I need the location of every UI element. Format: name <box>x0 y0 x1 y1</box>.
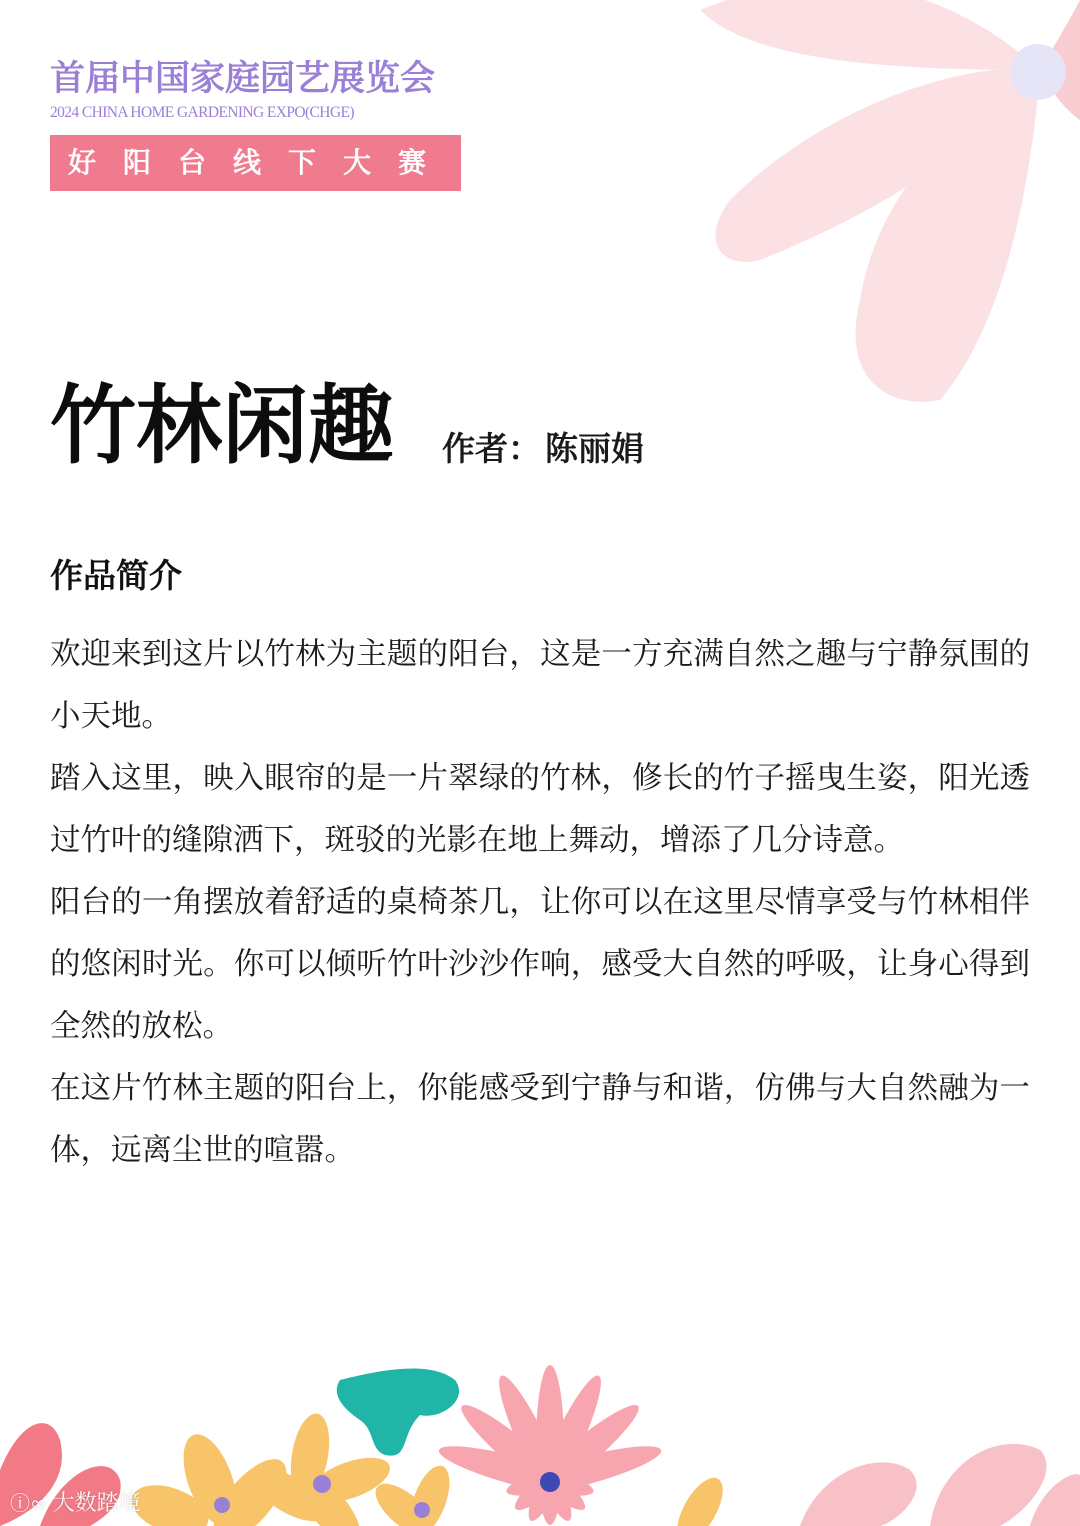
work-title: 竹林闲趣 <box>50 376 394 476</box>
flower-center-icon <box>1010 44 1066 100</box>
watermark-logo-icon: ⓘ∞ <box>10 1491 47 1515</box>
author-line <box>442 426 644 472</box>
contest-badge: 好阳台线下大赛 <box>50 135 461 191</box>
author-label: 作者： <box>442 429 541 468</box>
top-flower-decoration <box>640 0 1080 420</box>
section-heading: 作品简介 <box>50 556 182 595</box>
intro-body <box>50 624 1030 1182</box>
expo-header <box>50 58 470 122</box>
leaf-icon <box>337 1368 459 1455</box>
intro-paragraph: 阳台的一角摆放着舒适的桌椅茶几，让你可以在这里尽情享受与竹林相伴的悠闲时光。你可以倾听竹叶沙沙作响，感受大自然的呼吸，让身心得到全然的放松。 <box>50 885 1030 1044</box>
watermark <box>10 1488 141 1519</box>
intro-paragraph: 在这片竹林主题的阳台上，你能感受到宁静与和谐，仿佛与大自然融为一体，远离尘世的喧嚣。 <box>50 1071 1030 1168</box>
expo-subtitle: 2024 CHINA HOME GARDENING EXPO(CHGE) <box>50 104 354 121</box>
expo-title: 首届中国家庭园艺展览会 <box>50 58 436 99</box>
intro-paragraph: 踏入这里，映入眼帘的是一片翠绿的竹林，修长的竹子摇曳生姿，阳光透过竹叶的缝隙洒下，斑驳的光影在地上舞动，增添了几分诗意。 <box>50 761 1030 858</box>
intro-paragraph: 欢迎来到这片以竹林为主题的阳台，这是一方充满自然之趣与宁静氛围的小天地。 <box>50 637 1030 734</box>
watermark-text: 大数踏境 <box>52 1491 141 1516</box>
author-name: 陈丽娟 <box>545 429 644 468</box>
bottom-flowers-decoration <box>0 1360 1080 1526</box>
